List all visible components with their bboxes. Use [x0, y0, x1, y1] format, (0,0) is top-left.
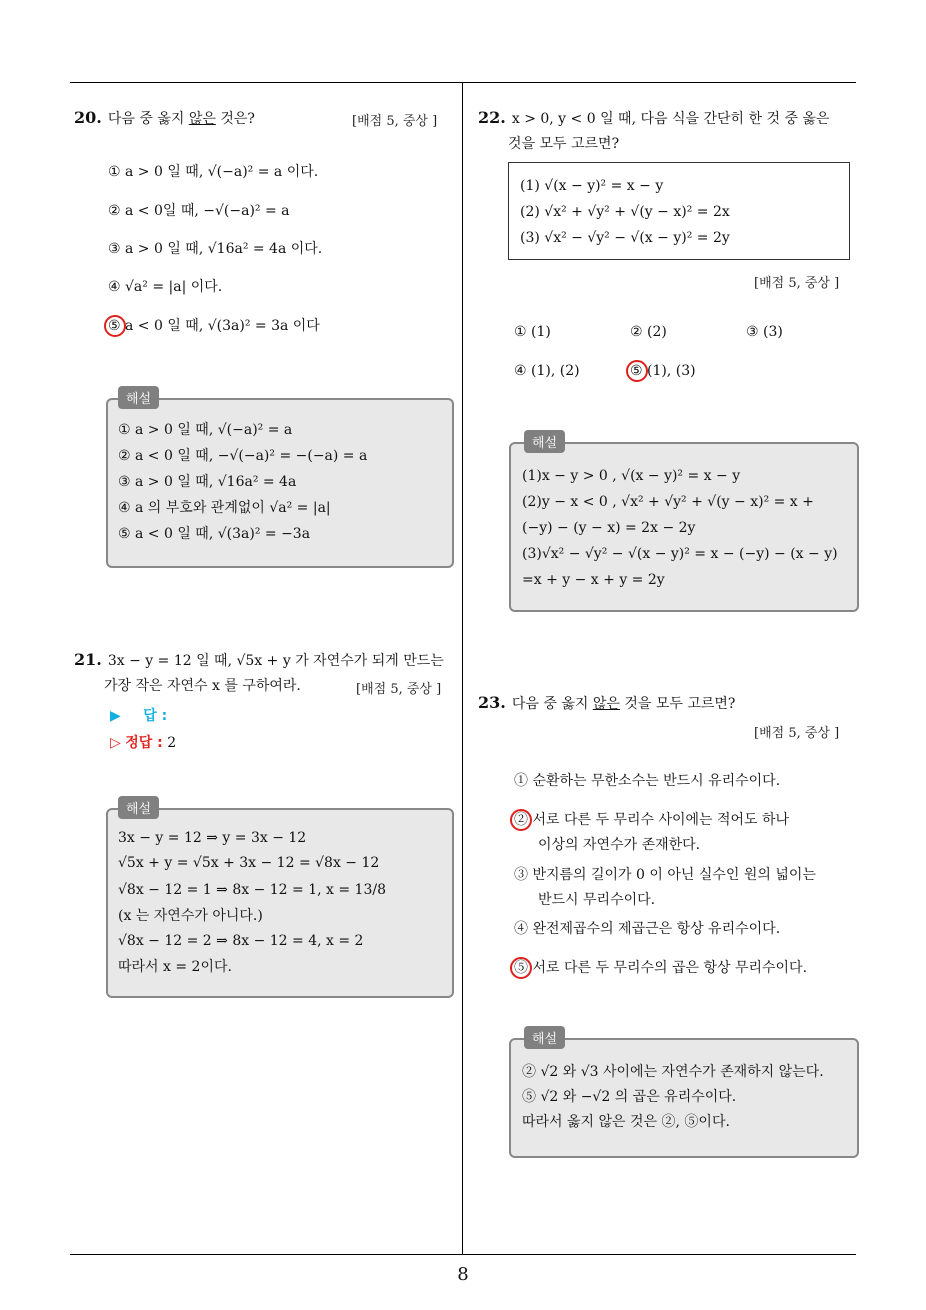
- q21-explanation-tag: 해설: [118, 796, 159, 819]
- q21-exp-line: √8x − 12 = 2 ⇒ 8x − 12 = 4, x = 2: [118, 933, 364, 949]
- q21-score: [배점 5, 중상 ]: [356, 682, 442, 697]
- q21-number: 21.: [74, 650, 102, 669]
- q23-option-3[interactable]: ③ 반지름의 길이가 0 이 아닌 실수인 원의 넓이는: [514, 867, 816, 883]
- q21-stem: 21. 3x − y = 12 일 때, √5x + y 가 자연수가 되게 만드는: [74, 650, 444, 669]
- q21-exp-line: 3x − y = 12 ⇒ y = 3x − 12: [118, 830, 307, 846]
- q20-option-2[interactable]: ② a < 0일 때, −√(−a)² = a: [108, 203, 290, 219]
- q23-option-2-cont: 이상의 자연수가 존재한다.: [538, 837, 701, 853]
- q23-explanation-tag: 해설: [524, 1026, 565, 1049]
- q20-explanation-tag: 해설: [118, 386, 159, 409]
- q20-exp-line: ④ a 의 부호와 관계없이 √a² = |a|: [118, 500, 331, 516]
- q21-exp-line: 따라서 x = 2이다.: [118, 959, 232, 975]
- q20-option-5[interactable]: ⑤ a < 0 일 때, √(3a)² = 3a 이다: [108, 318, 320, 334]
- q23-exp-line: ⑤ √2 와 −√2 의 곱은 유리수이다.: [522, 1089, 737, 1105]
- q23-option-3-cont: 반드시 무리수이다.: [538, 892, 656, 908]
- q20-stem: 20. 다음 중 옳지 않은 것은?: [74, 108, 255, 127]
- bottom-rule: [70, 1254, 856, 1255]
- q20-exp-line: ③ a > 0 일 때, √16a² = 4a: [118, 474, 297, 490]
- q23-exp-line: 따라서 옳지 않은 것은 ②, ⑤이다.: [522, 1114, 730, 1130]
- q22-exp-line: =x + y − x + y = 2y: [522, 572, 665, 588]
- correct-answer-label: 정답 :: [125, 735, 163, 751]
- q20-exp-line: ⑤ a < 0 일 때, √(3a)² = −3a: [118, 526, 311, 542]
- q20-option-1[interactable]: ① a > 0 일 때, √(−a)² = a 이다.: [108, 164, 319, 180]
- q22-exp-line: (2)y − x < 0 , √x² + √y² + √(y − x)² = x +: [522, 494, 814, 510]
- q22-answer-mark: [626, 360, 648, 382]
- q22-option-1[interactable]: ① (1): [514, 324, 551, 340]
- answer-label: 답 :: [143, 708, 168, 724]
- q23-option-1[interactable]: ① 순환하는 무한소수는 반드시 유리수이다.: [514, 773, 781, 789]
- triangle-outline-icon: ▷: [110, 735, 121, 751]
- top-rule: [70, 82, 856, 83]
- q20-option-4[interactable]: ④ √a² = |a| 이다.: [108, 279, 223, 295]
- q22-item: (1) √(x − y)² = x − y: [520, 178, 664, 194]
- q22-option-3[interactable]: ③ (3): [746, 324, 783, 340]
- q23-exp-line: ② √2 와 √3 사이에는 자연수가 존재하지 않는다.: [522, 1064, 824, 1080]
- correct-answer-value: 2: [167, 735, 177, 751]
- q22-item: (2) √x² + √y² + √(y − x)² = 2x: [520, 204, 730, 220]
- q21-answer-row: [110, 706, 167, 726]
- q22-option-2[interactable]: ② (2): [630, 324, 667, 340]
- q22-item: (3) √x² − √y² − √(x − y)² = 2y: [520, 230, 730, 246]
- q23-answer-mark: [510, 809, 532, 831]
- q23-stem: 23. 다음 중 옳지 않은 것을 모두 고르면?: [478, 693, 736, 712]
- q23-score: [배점 5, 중상 ]: [754, 726, 840, 741]
- column-divider: [462, 82, 463, 1254]
- q20-exp-line: ② a < 0 일 때, −√(−a)² = −(−a) = a: [118, 448, 368, 464]
- q20-number: 20.: [74, 108, 102, 127]
- q22-exp-line: (−y) − (y − x) = 2x − 2y: [522, 520, 696, 536]
- q21-exp-line: (x 는 자연수가 아니다.): [118, 908, 263, 924]
- q20-score: [배점 5, 중상 ]: [352, 114, 438, 129]
- q21-stem-2: 가장 작은 자연수 x 를 구하여라.: [104, 678, 301, 694]
- q20-exp-line: ① a > 0 일 때, √(−a)² = a: [118, 422, 293, 438]
- q20-option-3[interactable]: ③ a > 0 일 때, √16a² = 4a 이다.: [108, 241, 323, 257]
- q22-exp-line: (1)x − y > 0 , √(x − y)² = x − y: [522, 468, 741, 484]
- q21-correct-row: [110, 733, 176, 753]
- q22-stem-2: 것을 모두 고르면?: [508, 136, 620, 152]
- q21-exp-line: √8x − 12 = 1 ⇒ 8x − 12 = 1, x = 13/8: [118, 882, 386, 898]
- q23-option-5[interactable]: ⑤ 서로 다른 두 무리수의 곱은 항상 무리수이다.: [514, 960, 808, 976]
- q21-exp-line: √5x + y = √5x + 3x − 12 = √8x − 12: [118, 855, 380, 871]
- q22-number: 22.: [478, 108, 506, 127]
- page-number: 8: [457, 1264, 469, 1285]
- q20-answer-mark: [104, 315, 126, 337]
- q22-option-4[interactable]: ④ (1), (2): [514, 363, 580, 379]
- play-icon: ▶: [110, 708, 121, 724]
- q23-option-4[interactable]: ④ 완전제곱수의 제곱근은 항상 유리수이다.: [514, 921, 781, 937]
- q23-answer-mark: [510, 957, 532, 979]
- q23-option-2[interactable]: ② 서로 다른 두 무리수 사이에는 적어도 하나: [514, 812, 790, 828]
- q22-explanation-tag: 해설: [524, 430, 565, 453]
- q22-stem: 22. x > 0, y < 0 일 때, 다음 식을 간단히 한 것 중 옳은: [478, 108, 830, 127]
- q22-score: [배점 5, 중상 ]: [754, 276, 840, 291]
- q23-number: 23.: [478, 693, 506, 712]
- q22-option-5[interactable]: ⑤ (1), (3): [630, 363, 696, 379]
- q22-exp-line: (3)√x² − √y² − √(x − y)² = x − (−y) − (x − y): [522, 546, 838, 562]
